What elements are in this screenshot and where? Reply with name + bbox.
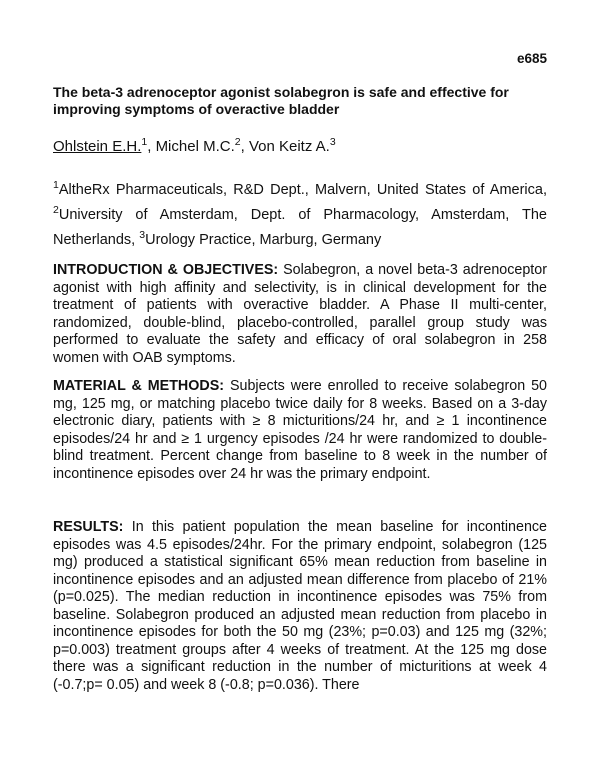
affiliation-marker: 2: [53, 204, 59, 217]
section-heading: MATERIAL & METHODS:: [53, 378, 225, 394]
affiliation-text: AltheRx Pharmaceuticals, R&D Dept., Malvern, United States of America,: [58, 182, 547, 198]
paper-page: [53, 0, 547, 776]
section-heading: RESULTS:: [53, 519, 124, 535]
section-body: Solabegron, a novel beta-3 adrenoceptor agonist with high affinity and selectivity, is in clinical development for the treatment of patients with overactive bladder. A Phase II multi-center, randomized, double-blind, placebo-controlled, parallel group study was performed to evaluate the safety and efficacy of oral solabegron in 258 women with OAB symptoms.: [53, 262, 547, 366]
author-name: Von Keitz A.: [248, 138, 330, 155]
page-number: e685: [516, 51, 547, 66]
affiliation-marker: 1: [53, 179, 59, 191]
affiliation-text: Urology Practice, Marburg, Germany: [145, 232, 382, 249]
paper-title: The beta-3 adrenoceptor agonist solabegron is safe and effective for improving symptoms of overactive bladder: [53, 84, 509, 117]
author-name: Ohlstein E.H.: [53, 138, 142, 155]
section-heading: INTRODUCTION & OBJECTIVES:: [53, 262, 279, 278]
section-body: Subjects were enrolled to receive solabegron 50 mg, 125 mg, or matching placebo twice daily for 8 weeks. Based on a 3-day electronic diary, patients with ≥ 8 micturitions/24 hr, and ≥ 1 incontinence episodes/24 hr and ≥ 1 urgency episodes /24 hr were randomized to double-blind treatment. Percent change from baseline to 8 week in the number of incontinence episodes over 24 hr was the primary endpoint.: [53, 378, 547, 482]
author-list: Ohlstein E.H.$^1$, Michel M.C.$^2$, Von Keitz A.$^3$: [53, 136, 336, 155]
author-affiliation-marker: 2: [234, 136, 241, 148]
affiliation-marker: 3: [139, 229, 146, 242]
affiliation-text: University of Amsterdam, Dept. of Pharmacology, Amsterdam, The Netherlands,: [53, 207, 547, 249]
author-name: Michel M.C.: [155, 138, 235, 155]
introduction-section: [53, 262, 547, 367]
section-body: In this patient population the mean baseline for incontinence episodes was 4.5 episodes/24hr. For the primary endpoint, solabegron (125 mg) produced a statistical significant 65% mean reduction from baseline in incontinence episodes and an adjusted mean difference from placebo of 21% (p=0.025). The median reduction in incontinence episodes was 75% from baseline. Solabegron produced an adjusted mean reduction from placebo in incontinence episodes for both the 50 mg (23%; p=0.03) and 125 mg (32%; p=0.003) treatment groups after 4 weeks of treatment. At the 125 mg dose there was a significant reduction in the number of micturitions at week 4 (-0.7;p= 0.05) and week 8 (-0.8; p=0.036). There: [53, 519, 547, 693]
results-section: [53, 519, 547, 694]
methods-section: [53, 378, 547, 483]
author-affiliation-marker: 1: [141, 136, 148, 148]
author-affiliation-marker: 3: [329, 136, 336, 148]
affiliation-list: [53, 178, 547, 254]
